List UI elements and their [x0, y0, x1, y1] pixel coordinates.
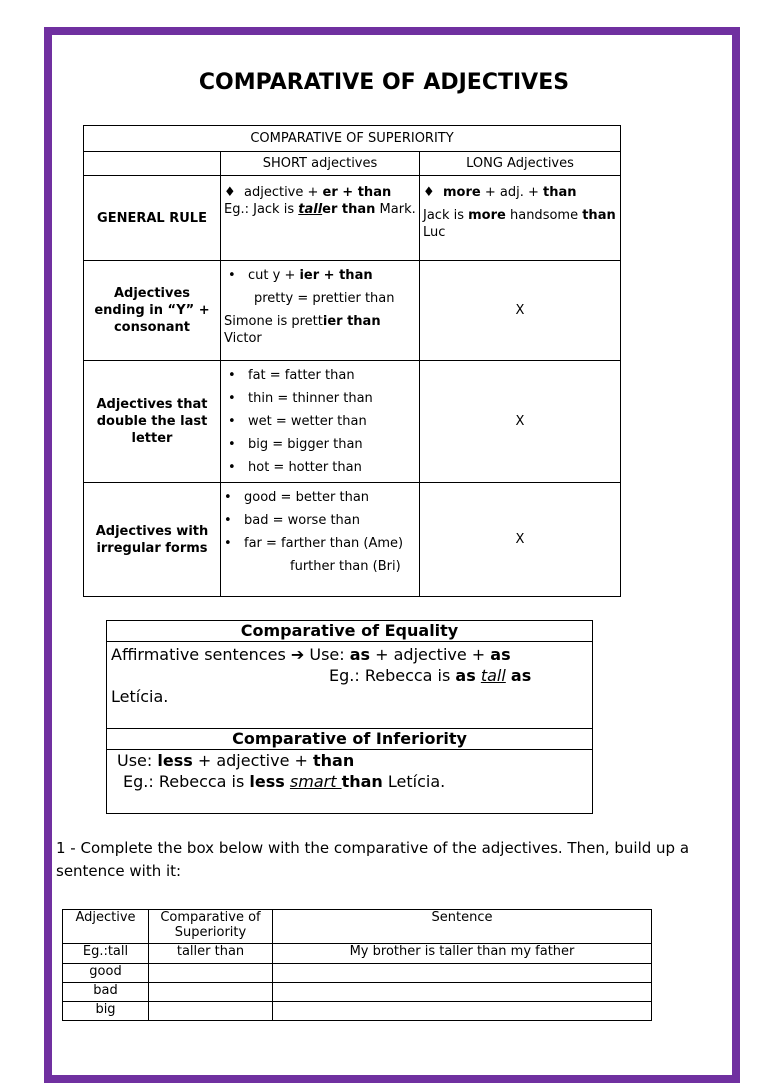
example-text: Eg.: Jack is [224, 202, 299, 217]
rule-bold-end: than [543, 185, 577, 200]
y-ending-example: pretty = prettier than [254, 291, 395, 306]
inferiority-text: + adjective + [192, 751, 313, 770]
rule-bold: more [443, 185, 481, 200]
arrow-right-icon: ➔ [290, 645, 305, 664]
list-item: thin = thinner than [248, 391, 373, 406]
equality-heading: Comparative of Equality [107, 621, 592, 642]
inferiority-bold: than [313, 751, 355, 770]
equality-eg-underlined: tall [480, 666, 506, 685]
irregular-short [221, 483, 420, 597]
example-text-end: Victor [224, 331, 262, 346]
table-cell [149, 964, 273, 983]
equality-content [107, 642, 592, 728]
list-item: wet = wetter than [248, 414, 367, 429]
inferiority-content [107, 750, 592, 792]
equality-bold: as [349, 645, 371, 664]
list-item: good = better than [244, 490, 370, 505]
example-text: Simone is prett [224, 314, 323, 329]
rule-text: cut y + [248, 268, 300, 283]
inferiority-bold: less [157, 751, 193, 770]
table-cell: good [63, 964, 149, 983]
table-cell: Eg.:tall [63, 944, 149, 964]
general-rule-short [221, 176, 420, 261]
page-title: COMPARATIVE OF ADJECTIVES [198, 70, 570, 95]
y-ending-short [221, 261, 420, 361]
bullet-icon: • [228, 368, 236, 383]
equality-inferiority-box [106, 620, 593, 814]
equality-eg-bold: as [510, 666, 532, 685]
table-cell [273, 1002, 652, 1021]
bullet-icon: • [228, 460, 236, 475]
double-letter-list [224, 367, 416, 476]
bullet-icon: • [224, 513, 232, 528]
short-adjectives-header: SHORT adjectives [221, 152, 420, 176]
example-text: handsome [505, 208, 583, 223]
table-cell [149, 983, 273, 1002]
bullet-icon: • [228, 268, 236, 283]
example-bold: ier than [322, 314, 381, 329]
list-item: hot = hotter than [248, 460, 362, 475]
exercise-header-comparative [149, 910, 273, 944]
y-ending-label: Adjectives ending in “Y” + consonant [84, 261, 221, 361]
rule-text: + adj. + [480, 185, 543, 200]
list-item: bad = worse than [244, 513, 361, 528]
list-item: far = farther than (Ame) [244, 536, 404, 551]
inferiority-eg-bold: than [341, 772, 383, 791]
equality-eg-end: Letícia. [111, 687, 169, 706]
list-item: fat = fatter than [248, 368, 355, 383]
header-text: Sentence [431, 910, 493, 925]
general-rule-label: GENERAL RULE [84, 176, 221, 261]
table-cell [149, 1002, 273, 1021]
exercise-table [62, 909, 652, 1021]
table-cell [273, 964, 652, 983]
irregular-long: X [420, 483, 621, 597]
inferiority-text: Use: [117, 751, 158, 770]
example-text-end: Mark. [375, 202, 416, 217]
irregular-extra: further than (Bri) [290, 559, 401, 574]
equality-text: Affirmative sentences [111, 645, 291, 664]
bullet-icon: • [228, 391, 236, 406]
equality-text: + adjective + [370, 645, 491, 664]
superiority-heading: COMPARATIVE OF SUPERIORITY [84, 126, 621, 152]
example-bold: than [582, 208, 616, 223]
double-letter-label: Adjectives that double the last letter [84, 361, 221, 483]
bullet-icon: • [228, 414, 236, 429]
bullet-icon: • [224, 536, 232, 551]
example-text: Jack is [423, 208, 469, 223]
table-cell: taller than [149, 944, 273, 964]
inferiority-eg-bold: less [249, 772, 285, 791]
inferiority-eg-text: Eg.: Rebecca is [123, 772, 250, 791]
bullet-icon: • [224, 490, 232, 505]
exercise-header-sentence [273, 910, 652, 944]
rule-bold: er + than [322, 185, 392, 200]
rule-text: adjective + [244, 185, 323, 200]
header-text: Comparative of Superiority [160, 910, 261, 940]
table-cell: My brother is taller than my father [273, 944, 652, 964]
header-text: Adjective [75, 910, 136, 925]
double-letter-long: X [420, 361, 621, 483]
empty-header-cell [84, 152, 221, 176]
table-cell: big [63, 1002, 149, 1021]
example-underlined: tall [298, 202, 323, 217]
example-text-end: Luc [423, 225, 446, 240]
diamond-bullet-icon: ♦ [224, 185, 236, 200]
general-rule-long [420, 176, 621, 261]
equality-text: Use: [304, 645, 350, 664]
exercise-header-adjective [63, 910, 149, 944]
inferiority-eg-underlined: smart [289, 772, 342, 791]
table-cell: bad [63, 983, 149, 1002]
table-cell [273, 983, 652, 1002]
equality-eg-text: Eg.: Rebecca is [329, 666, 456, 685]
rule-bold: ier + than [299, 268, 373, 283]
example-bold: more [468, 208, 506, 223]
superiority-table [83, 125, 621, 597]
inferiority-heading: Comparative of Inferiority [107, 728, 592, 750]
inferiority-eg-end: Letícia. [382, 772, 446, 791]
irregular-label: Adjectives with irregular forms [84, 483, 221, 597]
double-letter-short [221, 361, 420, 483]
bullet-icon: • [228, 437, 236, 452]
diamond-bullet-icon: ♦ [423, 185, 435, 200]
list-item: big = bigger than [248, 437, 363, 452]
long-adjectives-header: LONG Adjectives [420, 152, 621, 176]
y-ending-long: X [420, 261, 621, 361]
example-bold: er than [322, 202, 376, 217]
equality-bold: as [490, 645, 511, 664]
exercise-instruction: 1 - Complete the box below with the comparative of the adjectives. Then, build up a sentence with it: [56, 839, 690, 880]
equality-eg-bold: as [455, 666, 476, 685]
